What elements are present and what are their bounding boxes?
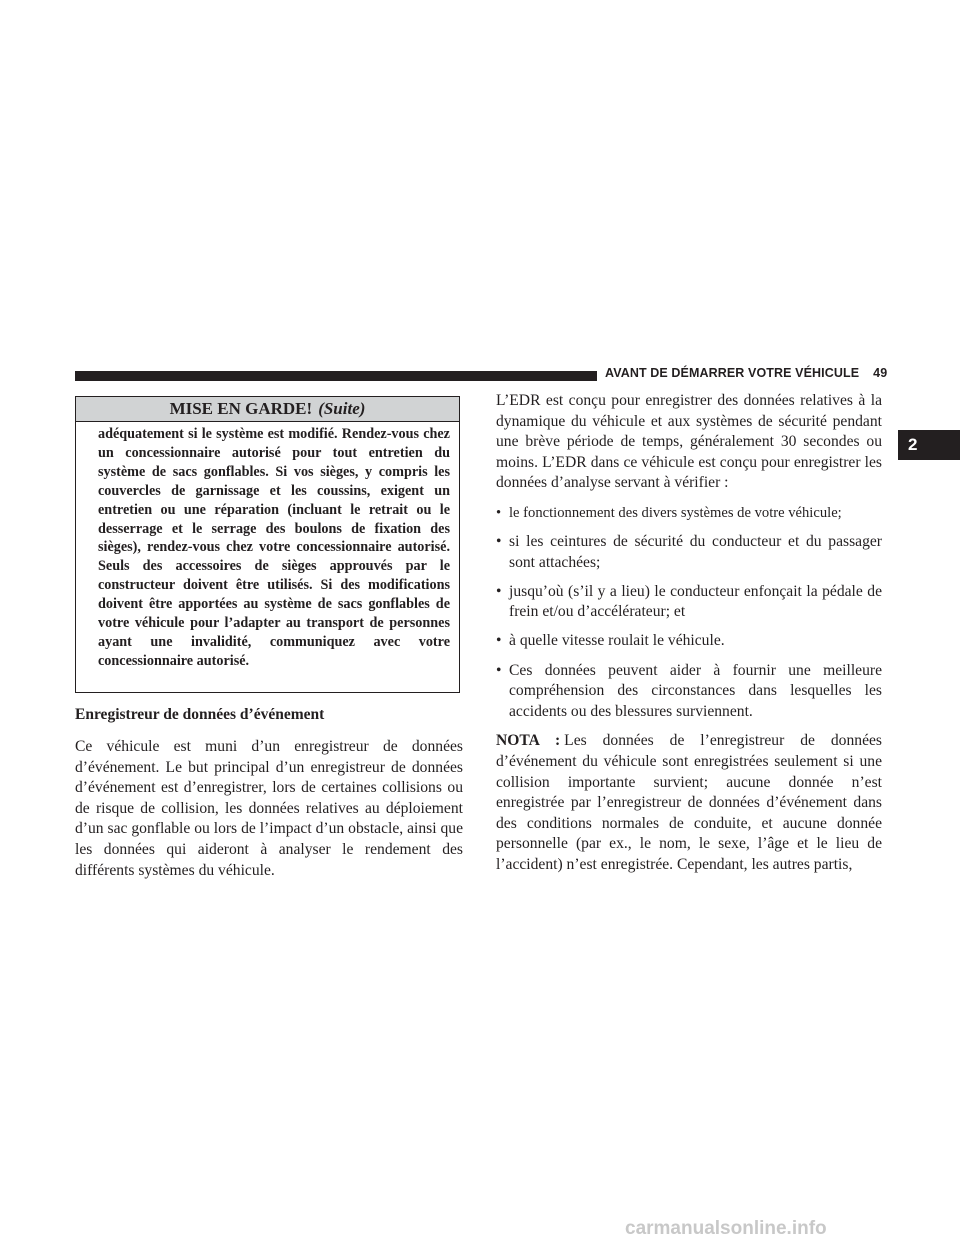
list-item-text: jusqu’où (s’il y a lieu) le conducteur enfonçait la pédale de frein et/ou d’accélérateur; et xyxy=(509,582,882,621)
header-rule xyxy=(75,371,597,381)
warning-box xyxy=(75,396,460,693)
nota-label: NOTA : xyxy=(496,732,561,750)
running-header xyxy=(605,366,887,380)
nota-paragraph xyxy=(496,731,882,875)
list-item xyxy=(496,582,882,623)
bullet-icon: • xyxy=(496,582,502,600)
edr-intro-paragraph: L’EDR est conçu pour enregistrer des données relatives à la dynamique du véhicule et aux systèmes de sécurité pendant une brève période de temps, généralement 30 secondes ou moins. L’EDR dans ce véhicule est conçu pour enregistrer les données d’analyse servant à vérifier : xyxy=(496,392,882,492)
watermark: carmanualsonline.info xyxy=(625,1218,827,1239)
bullet-icon: • xyxy=(496,661,502,679)
bullet-icon: • xyxy=(496,632,502,650)
list-item-text: si les ceintures de sécurité du conducteur et du passager sont attachées; xyxy=(509,533,882,571)
page-number: 49 xyxy=(873,366,888,380)
list-item xyxy=(496,503,882,524)
left-column xyxy=(75,705,463,881)
list-item-text: le fonctionnement des divers systèmes de votre véhicule; xyxy=(509,504,842,521)
header-section-title: AVANT DE DÉMARRER VOTRE VÉHICULE xyxy=(605,366,860,380)
right-column xyxy=(496,391,882,891)
warning-continued: (Suite) xyxy=(318,399,366,418)
list-item xyxy=(496,532,882,573)
warning-body: adéquatement si le système est modifié. Rendez-vous chez un concessionnaire autorisé pour tout entretien du système de sacs gonflables. Si vos sièges, y compris les couvercles de garnissage et les coussins, exigent un entretien ou une réparation (incluant le retrait ou le desserrage et le serrage des boulons de fixation des sièges), rendez-vous chez votre concessionnaire autorisé. Seuls des accessoires de sièges approuvés par le constructeur doivent être utilisés. Si des modifications doivent être apportées au système de sacs gonflables de votre véhicule pour l’adapter au transport de personnes ayant une invalidité, communiquez avec votre concessionnaire autorisé. xyxy=(98,426,450,669)
list-item xyxy=(496,631,882,652)
list-item xyxy=(496,661,882,723)
bullet-icon: • xyxy=(496,533,502,551)
warning-title: MISE EN GARDE! xyxy=(169,399,313,418)
bullet-icon: • xyxy=(496,504,502,521)
nota-text: Les données de l’enregistreur de données d’événement du véhicule sont enregistrées seulement si une collision importante survient; aucune donnée n’est enregistrée par l’enregistreur de données d’événement dans des conditions normales de conduite, et aucune donnée personnelle (par ex., le nom, le sexe, l’âge et le lieu de l’accident) n’est enregistrée. Cependant, les autres partis, xyxy=(496,732,882,873)
list-item-text: Ces données peuvent aider à fournir une meilleure compréhension des circonstances dans lesquelles les accidents ou des blessures surviennent. xyxy=(509,661,882,720)
list-item-text: à quelle vitesse roulait le véhicule. xyxy=(509,632,725,650)
section-heading: Enregistreur de données d’événement xyxy=(75,706,325,723)
edr-bullet-list xyxy=(496,503,882,722)
edr-paragraph: Ce véhicule est muni d’un enregistreur de données d’événement. Le but principal d’un enregistreur de données d’événement est d’enregistrer, lors de certaines collisions ou de risque de collision, les données relatives au déploiement d’un sac gonflable ou lors de l’impact d’un obstacle, ainsi que les données qui aideront à analyser le rendement des différents systèmes du véhicule. xyxy=(75,738,463,879)
chapter-tab: 2 xyxy=(898,430,960,460)
warning-header xyxy=(76,397,459,422)
